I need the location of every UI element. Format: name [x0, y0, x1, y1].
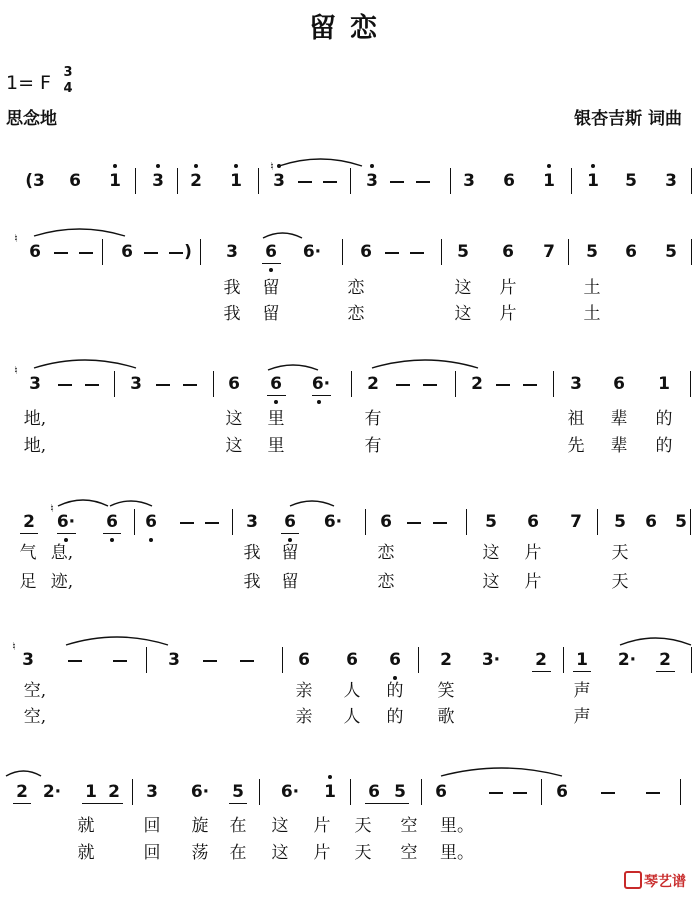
note: 3 [130, 374, 142, 394]
note: 5 [675, 512, 687, 532]
lyric-syllable: 天 [354, 816, 372, 836]
note: 6 [625, 242, 637, 262]
barline [568, 239, 569, 265]
slur [372, 360, 478, 368]
lyric-syllable: 足 [19, 572, 37, 592]
grace-ornament: ♮ [14, 364, 18, 377]
note: 2 [16, 782, 28, 802]
lyric-syllable: 声 [573, 681, 591, 701]
note: 1 [576, 650, 588, 670]
barline [282, 647, 283, 673]
sustain-dash [180, 522, 194, 524]
slur [263, 233, 302, 238]
note: 5 [457, 242, 469, 262]
lyric-syllable: 里 [267, 409, 285, 429]
sustain-dash [85, 384, 99, 386]
note: 6 [502, 242, 514, 262]
octave-dot [194, 164, 198, 168]
note: 6 [228, 374, 240, 394]
lyric-syllable: 我 [243, 572, 261, 592]
note: 1 [658, 374, 670, 394]
lyric-syllable: 恋 [377, 572, 395, 592]
underline-beam [267, 395, 286, 396]
lyric-syllable: 亲 [295, 707, 313, 727]
barline [258, 168, 259, 194]
sustain-dash [523, 384, 537, 386]
lyric-syllable: 人 [343, 681, 361, 701]
lyric-syllable: 这 [225, 436, 243, 456]
meter-top: 3 [63, 65, 73, 80]
barline [691, 168, 692, 194]
note: 6 [121, 242, 133, 262]
meter-bottom: 4 [63, 81, 73, 96]
lyric-syllable: 荡 [191, 843, 209, 863]
barline [421, 779, 422, 805]
barline [365, 509, 366, 535]
note: 3 [226, 242, 238, 262]
sustain-dash [183, 384, 197, 386]
note: 6 [380, 512, 392, 532]
key-signature: 1= F [6, 72, 51, 94]
lyric-syllable: 空, [23, 707, 47, 727]
note: 1 [324, 782, 336, 802]
barline [680, 779, 681, 805]
octave-dot [274, 400, 278, 404]
underline-beam [20, 533, 38, 534]
sustain-dash [489, 792, 503, 794]
barline [466, 509, 467, 535]
lyric-syllable: 片 [524, 572, 542, 592]
lyric-syllable: 在 [229, 816, 247, 836]
sustain-dash [156, 384, 170, 386]
lyric-syllable: 在 [229, 843, 247, 863]
slur [110, 501, 152, 506]
barline [350, 168, 351, 194]
slur [6, 771, 41, 776]
note: 6 [270, 374, 282, 394]
lyric-syllable: 有 [364, 409, 382, 429]
octave-dot [113, 164, 117, 168]
grace-ornament: ♮ [12, 640, 16, 653]
lyric-syllable: 辈 [610, 436, 628, 456]
note: ) [184, 242, 192, 262]
sustain-dash [416, 181, 430, 183]
barline [351, 371, 352, 397]
credit: 银杏吉斯 词曲 [574, 109, 682, 129]
lyric-syllable: 留 [262, 278, 280, 298]
watermark [624, 871, 686, 891]
note: 6 [298, 650, 310, 670]
sustain-dash [113, 660, 127, 662]
note: 2 [367, 374, 379, 394]
note: 6 [503, 171, 515, 191]
lyric-syllable: 留 [281, 543, 299, 563]
octave-dot [64, 538, 68, 542]
song-title: 留恋 [309, 13, 391, 44]
note: 1 [85, 782, 97, 802]
sustain-dash [298, 181, 312, 183]
lyric-syllable: 我 [223, 304, 241, 324]
barline [571, 168, 572, 194]
octave-dot [277, 164, 281, 168]
note: 2 [190, 171, 202, 191]
slur [66, 637, 168, 645]
sustain-dash [410, 252, 424, 254]
sustain-dash [513, 792, 527, 794]
slur [58, 500, 108, 506]
note: 2 [440, 650, 452, 670]
lyric-syllable: 片 [313, 843, 331, 863]
lyric-syllable: 旋 [191, 816, 209, 836]
sustain-dash [423, 384, 437, 386]
note: 3 [146, 782, 158, 802]
note: 3 [152, 171, 164, 191]
lyric-syllable: 这 [482, 543, 500, 563]
note: 3 [273, 171, 285, 191]
note: 5 [586, 242, 598, 262]
slur [620, 638, 691, 645]
sustain-dash [433, 522, 447, 524]
note: 6 [69, 171, 81, 191]
barline [232, 509, 233, 535]
note: 2 [659, 650, 671, 670]
lyric-syllable: 先 [567, 436, 585, 456]
note: 1 [543, 171, 555, 191]
lyric-syllable: 天 [611, 572, 629, 592]
sustain-dash [203, 660, 217, 662]
sustain-dash [205, 522, 219, 524]
barline [691, 239, 692, 265]
note: 6 [435, 782, 447, 802]
underline-beam [82, 803, 123, 804]
grace-ornament: ♮ [50, 502, 54, 515]
lyric-syllable: 这 [482, 572, 500, 592]
lyric-syllable: 恋 [347, 278, 365, 298]
underline-beam [312, 395, 331, 396]
barline [597, 509, 598, 535]
note: 3 [246, 512, 258, 532]
underline-beam [656, 671, 675, 672]
lyric-syllable: 这 [271, 816, 289, 836]
lyric-syllable: 息, [50, 543, 74, 563]
note: 6· [311, 374, 331, 394]
note: 6 [645, 512, 657, 532]
note: 5 [665, 242, 677, 262]
octave-dot [156, 164, 160, 168]
note: 1 [109, 171, 121, 191]
note: 6 [389, 650, 401, 670]
lyric-syllable: 留 [262, 304, 280, 324]
lyric-syllable: 这 [271, 843, 289, 863]
underline-beam [532, 671, 551, 672]
note: 6 [265, 242, 277, 262]
lyric-syllable: 祖 [567, 409, 585, 429]
barline [553, 371, 554, 397]
watermark-text: 琴艺谱 [644, 874, 686, 890]
note: 6· [302, 242, 322, 262]
slur [441, 768, 562, 776]
note: 6 [527, 512, 539, 532]
slur [268, 365, 318, 370]
grace-ornament: ♮ [14, 232, 18, 245]
lyric-syllable: 片 [499, 278, 517, 298]
lyric-syllable: 这 [454, 278, 472, 298]
note: 6· [280, 782, 300, 802]
lyric-syllable: 笑 [437, 681, 455, 701]
lyric-syllable: 空 [400, 843, 418, 863]
octave-dot [370, 164, 374, 168]
underline-beam [229, 803, 247, 804]
lyric-syllable: 空, [23, 681, 47, 701]
lyric-syllable: 土 [583, 304, 601, 324]
lyric-syllable: 歌 [437, 707, 455, 727]
barline [690, 371, 691, 397]
note: 6 [556, 782, 568, 802]
octave-dot [328, 775, 332, 779]
lyric-syllable: 我 [243, 543, 261, 563]
note: 2 [108, 782, 120, 802]
lyric-syllable: 地, [23, 409, 47, 429]
octave-dot [269, 268, 273, 272]
sustain-dash [396, 384, 410, 386]
octave-dot [288, 538, 292, 542]
barline [450, 168, 451, 194]
lyric-syllable: 片 [313, 816, 331, 836]
note: 1 [587, 171, 599, 191]
lyric-syllable: 的 [655, 436, 673, 456]
note: 5 [614, 512, 626, 532]
lyric-syllable: 这 [225, 409, 243, 429]
note: 7 [543, 242, 555, 262]
lyric-syllable: 回 [143, 843, 161, 863]
lyric-syllable: 这 [454, 304, 472, 324]
underline-beam [262, 263, 281, 264]
underline-beam [13, 803, 31, 804]
barline [342, 239, 343, 265]
note: 3 [29, 374, 41, 394]
lyric-syllable: 片 [499, 304, 517, 324]
note: (3 [25, 171, 45, 191]
note: 3 [570, 374, 582, 394]
lyric-syllable: 地, [23, 436, 47, 456]
note: 2· [617, 650, 637, 670]
note: 3 [366, 171, 378, 191]
lyric-syllable: 有 [364, 436, 382, 456]
lyric-syllable: 天 [354, 843, 372, 863]
note: 5 [625, 171, 637, 191]
barline [177, 168, 178, 194]
barline [690, 509, 691, 535]
note: 5 [232, 782, 244, 802]
lyric-syllable: 天 [611, 543, 629, 563]
sustain-dash [407, 522, 421, 524]
note: 2 [23, 512, 35, 532]
sustain-dash [169, 252, 183, 254]
lyric-syllable: 的 [386, 707, 404, 727]
lyric-syllable: 里。 [440, 843, 474, 863]
grace-ornament: ♮ [270, 160, 274, 173]
lyric-syllable: 声 [573, 707, 591, 727]
barline [691, 647, 692, 673]
lyric-syllable: 的 [386, 681, 404, 701]
note: 2 [535, 650, 547, 670]
note: 6 [29, 242, 41, 262]
note: 6 [360, 242, 372, 262]
note: 5 [394, 782, 406, 802]
barline [213, 371, 214, 397]
barline [134, 509, 135, 535]
note: 3 [665, 171, 677, 191]
note: 6· [56, 512, 76, 532]
note: 5 [485, 512, 497, 532]
barline [114, 371, 115, 397]
lyric-syllable: 恋 [347, 304, 365, 324]
underline-beam [103, 533, 121, 534]
slur [34, 229, 125, 236]
sustain-dash [54, 252, 68, 254]
lyric-syllable: 恋 [377, 543, 395, 563]
octave-dot [110, 538, 114, 542]
underline-beam [57, 533, 76, 534]
note: 3 [22, 650, 34, 670]
slur [34, 360, 136, 368]
barline [418, 647, 419, 673]
slur [290, 501, 334, 506]
lyric-syllable: 迹, [50, 572, 74, 592]
lyric-syllable: 我 [223, 278, 241, 298]
lyric-syllable: 气 [19, 543, 37, 563]
lyric-syllable: 就 [77, 816, 95, 836]
barline [541, 779, 542, 805]
underline-beam [573, 671, 591, 672]
note: 1 [230, 171, 242, 191]
barline [102, 239, 103, 265]
barline [132, 779, 133, 805]
lyric-syllable: 亲 [295, 681, 313, 701]
sustain-dash [68, 660, 82, 662]
lyric-syllable: 片 [524, 543, 542, 563]
lyric-syllable: 里 [267, 436, 285, 456]
logo-icon [624, 871, 642, 889]
sustain-dash [240, 660, 254, 662]
lyric-syllable: 里。 [440, 816, 474, 836]
tempo-marking: 思念地 [6, 109, 57, 129]
lyric-syllable: 回 [143, 816, 161, 836]
lyric-syllable: 人 [343, 707, 361, 727]
barline [200, 239, 201, 265]
note: 7 [570, 512, 582, 532]
sustain-dash [58, 384, 72, 386]
note: 6 [284, 512, 296, 532]
sustain-dash [323, 181, 337, 183]
sustain-dash [646, 792, 660, 794]
lyric-syllable: 就 [77, 843, 95, 863]
barline [455, 371, 456, 397]
octave-dot [317, 400, 321, 404]
barline [563, 647, 564, 673]
barline [441, 239, 442, 265]
octave-dot [234, 164, 238, 168]
slur [279, 159, 362, 166]
sustain-dash [496, 384, 510, 386]
barline [259, 779, 260, 805]
note: 6 [145, 512, 157, 532]
note: 2· [42, 782, 62, 802]
note: 6 [106, 512, 118, 532]
note: 6· [190, 782, 210, 802]
note: 3 [463, 171, 475, 191]
lyric-syllable: 土 [583, 278, 601, 298]
note: 3· [481, 650, 501, 670]
lyric-syllable: 留 [281, 572, 299, 592]
note: 6· [323, 512, 343, 532]
sustain-dash [390, 181, 404, 183]
note: 6 [346, 650, 358, 670]
sustain-dash [144, 252, 158, 254]
lyric-syllable: 空 [400, 816, 418, 836]
note: 6 [368, 782, 380, 802]
barline [135, 168, 136, 194]
lyric-syllable: 辈 [610, 409, 628, 429]
underline-beam [365, 803, 409, 804]
note: 3 [168, 650, 180, 670]
note: 2 [471, 374, 483, 394]
sustain-dash [79, 252, 93, 254]
barline [350, 779, 351, 805]
time-signature [62, 66, 74, 95]
octave-dot [393, 676, 397, 680]
octave-dot [149, 538, 153, 542]
octave-dot [591, 164, 595, 168]
sustain-dash [601, 792, 615, 794]
lyric-syllable: 的 [655, 409, 673, 429]
octave-dot [547, 164, 551, 168]
underline-beam [281, 533, 299, 534]
note: 6 [613, 374, 625, 394]
sustain-dash [385, 252, 399, 254]
barline [146, 647, 147, 673]
